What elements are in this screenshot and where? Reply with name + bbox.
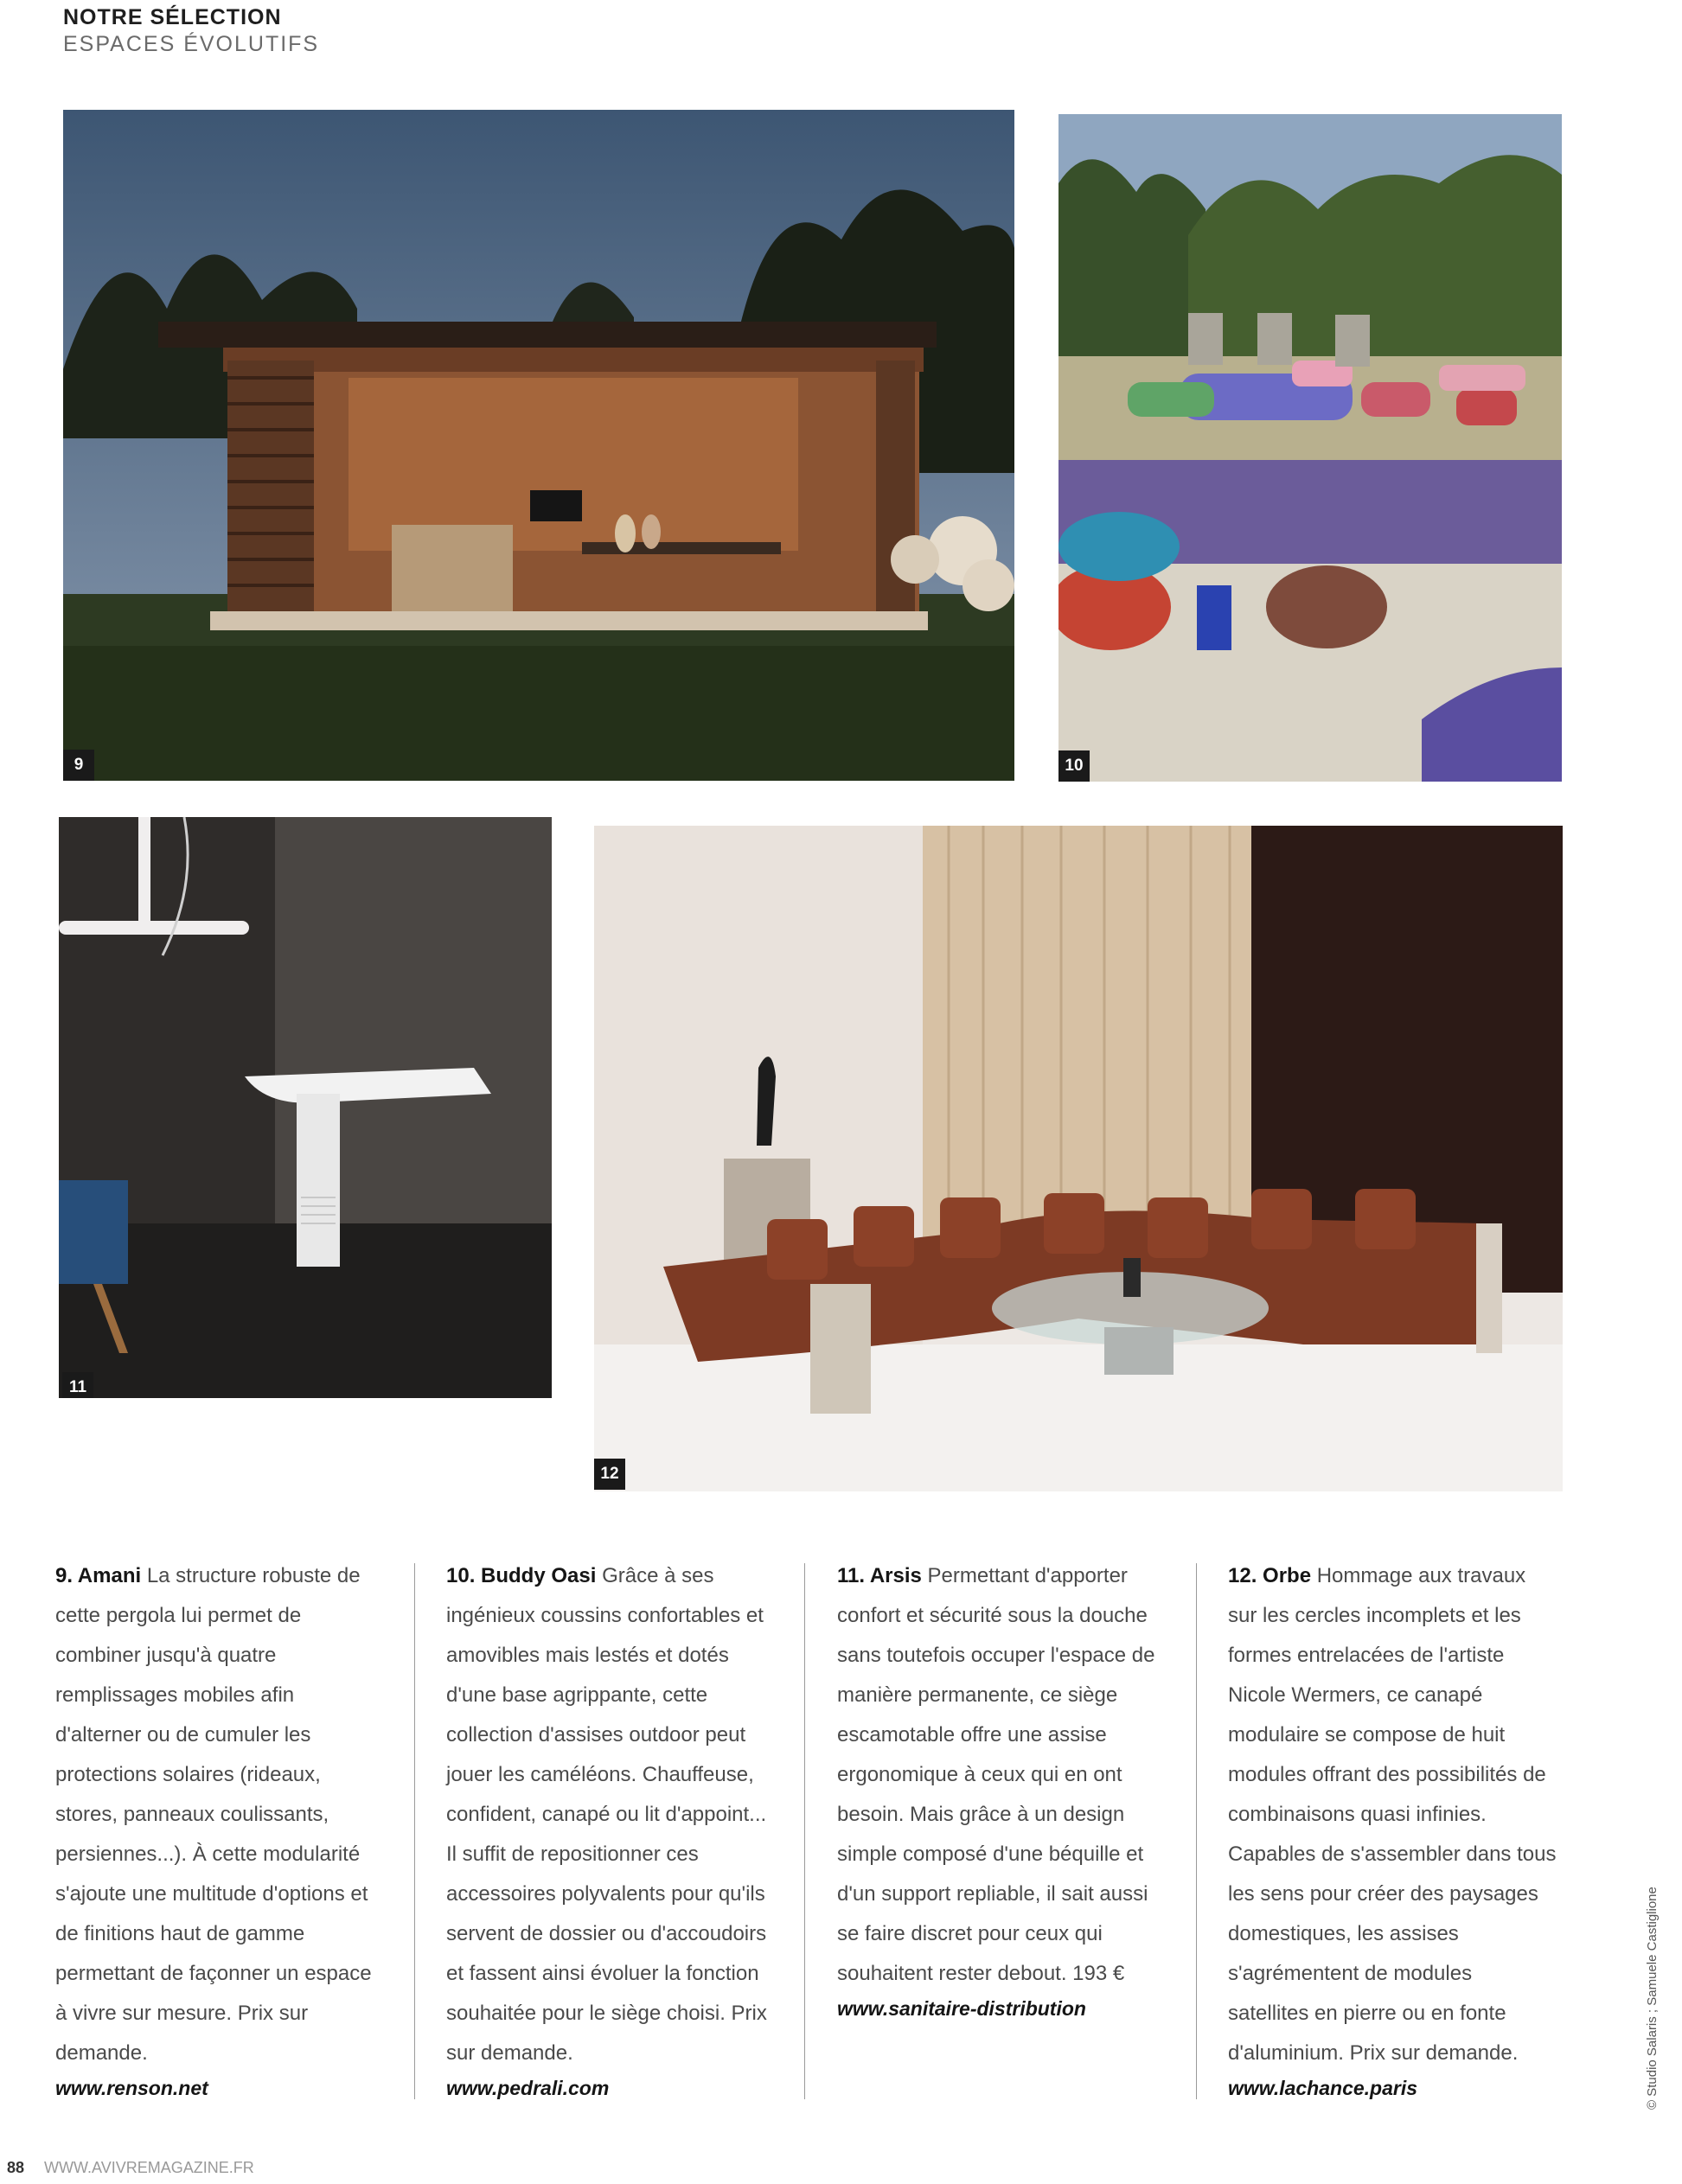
product-text: Hommage aux travaux sur les cercles incomplets et les formes entrelacées de l'artiste Nicole Wermers, ce canapé modulaire se compose de huit modules offrant des possibilités de combinaisons quasi infinies. Capables de s'assembler dans tous les sens pour créer des paysages domestiques, les assises s'agrémentent de modules satellites en pierre ou en fonte d'aluminium. Prix sur demande. bbox=[1228, 1564, 1557, 2065]
product-description bbox=[837, 1556, 1166, 1994]
product-column-9 bbox=[55, 1556, 384, 2100]
product-text: La structure robuste de cette pergola lui permet de combiner jusqu'à quatre remplissages mobiles afin d'alterner ou de cumuler les protections solaires (rideaux, stores, panneaux coulissants, persiennes...). À cette modularité s'ajoute une multitude d'options et de finitions haut de gamme permettant de façonner un espace à vivre sur mesure. Prix sur demande. bbox=[55, 1564, 372, 2065]
product-link[interactable]: www.renson.net bbox=[55, 2077, 208, 2099]
product-description bbox=[446, 1556, 775, 2073]
product-name: 9. Amani bbox=[55, 1564, 142, 1587]
photo-number-badge: 12 bbox=[594, 1459, 625, 1490]
site-url[interactable]: WWW.AVIVREMAGAZINE.FR bbox=[44, 2159, 254, 2176]
product-name: 12. Orbe bbox=[1228, 1564, 1312, 1587]
product-description bbox=[55, 1556, 384, 2073]
photo-modular-sofa bbox=[594, 826, 1563, 1491]
photo-garden-seating bbox=[1058, 114, 1562, 782]
column-divider bbox=[414, 1563, 415, 2099]
product-description bbox=[1228, 1556, 1557, 2073]
product-text: Grâce à ses ingénieux coussins confortables et amovibles mais lestés et dotés d'une base agrippante, cette collection d'assises outdoor peut jouer les caméléons. Chauffeuse, confident, canapé ou lit d'appoint... Il suffit de repositionner ces accessoires polyvalents pour qu'ils servent de dossier ou d'accoudoirs et fassent ainsi évoluer la fonction souhaitée pour le siège choisi. Prix sur demande. bbox=[446, 1564, 767, 2065]
product-link[interactable]: www.sanitaire-distribution bbox=[837, 1997, 1086, 2020]
section-subtitle: ESPACES ÉVOLUTIFS bbox=[63, 32, 320, 56]
section-kicker: NOTRE SÉLECTION bbox=[63, 5, 282, 29]
photo-pergola bbox=[63, 110, 1014, 781]
photo-number-badge: 10 bbox=[1058, 750, 1090, 782]
product-column-10 bbox=[446, 1556, 775, 2100]
photo-number-badge: 11 bbox=[62, 1372, 93, 1398]
page-header bbox=[63, 5, 319, 57]
product-name: 10. Buddy Oasi bbox=[446, 1564, 597, 1587]
product-column-11 bbox=[837, 1556, 1166, 2021]
product-column-12 bbox=[1228, 1556, 1557, 2100]
photo-number-badge: 9 bbox=[63, 750, 94, 781]
product-link[interactable]: www.lachance.paris bbox=[1228, 2077, 1418, 2099]
product-name: 11. Arsis bbox=[837, 1564, 922, 1587]
column-divider bbox=[804, 1563, 805, 2099]
page-number: 88 bbox=[7, 2159, 25, 2176]
photo-shower-seat bbox=[59, 817, 552, 1398]
page-footer bbox=[7, 2159, 254, 2177]
product-link[interactable]: www.pedrali.com bbox=[446, 2077, 610, 2099]
column-divider bbox=[1196, 1563, 1197, 2099]
photo-credit: © Studio Salaris ; Samuele Castiglione bbox=[1645, 1887, 1660, 2110]
product-text: Permettant d'apporter confort et sécurité sous la douche sans toutefois occuper l'espace de manière permanente, ce siège escamotable offre une assise ergonomique à ceux qui en ont besoin. Mais grâce à un design simple composé d'une béquille et d'un support repliable, il sait aussi se faire discret pour ceux qui souhaitent rester debout. 193 € bbox=[837, 1564, 1155, 1985]
